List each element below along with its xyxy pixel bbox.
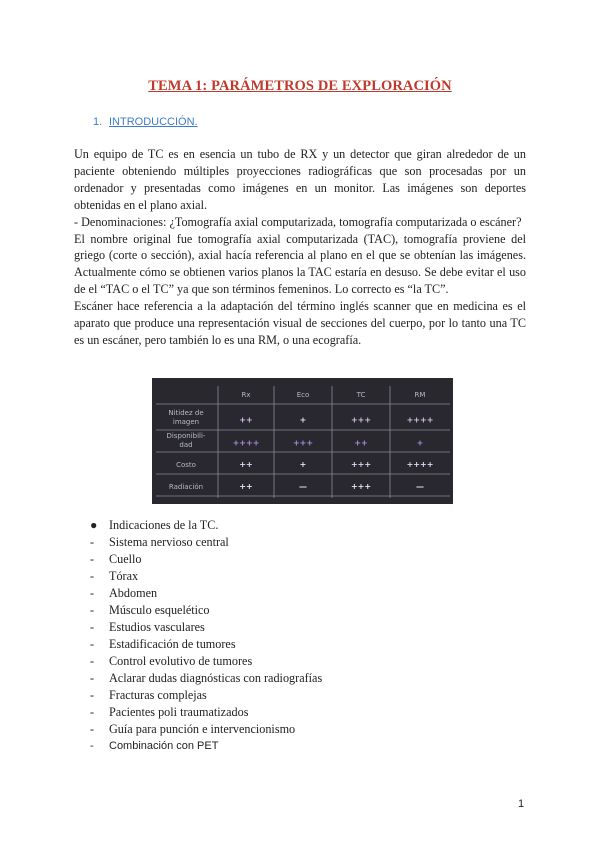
board-column-header: RM [414,391,426,399]
comparison-table-photo [152,378,453,504]
paragraph: - Denominaciones: ¿Tomografía axial computarizada, tomografía computarizada o escáner? [74,214,522,229]
list-item: - Abdomen [90,586,158,600]
list-item: - Tórax [90,569,139,583]
section-label[interactable]: INTRODUCCIÓN. [109,116,198,128]
list-heading [90,517,530,534]
list-item: - Aclarar dudas diagnósticas con radiografías [90,671,323,685]
board-cell-mark: — [416,482,424,491]
paragraph: Escáner hace referencia a la adaptación del término inglés scanner que en medicina es el aparato que produce una representación visual de secciones del cuerpo, por lo tanto una TC es un escáner, pero también lo es una RM, o una ecografía. [74,299,526,347]
board-cell-mark: +++ [350,460,372,469]
board-cell-mark: +++ [350,482,372,491]
board-cell-mark: ++ [354,438,368,448]
board-row-label: Nitidez de [168,409,204,417]
board-cell-mark: ++++ [406,415,434,425]
list-item: - Estudios vasculares [90,620,205,634]
board-cell-mark: + [299,415,307,425]
list-item: - Músculo esquelético [90,603,210,617]
list-item: - Pacientes poli traumatizados [90,705,249,719]
board-cell-mark: — [299,482,307,491]
board-row-label: Costo [176,461,196,469]
indications-list [90,517,530,755]
board-cell-mark: +++ [350,415,372,425]
page-number: 1 [518,798,525,810]
board-row-label: Disponibili- [166,432,206,440]
board-cell-mark: ++++ [406,460,434,469]
board-column-header: TC [356,391,366,399]
list-item: - Estadificación de tumores [90,637,236,651]
section-number: 1. [93,116,103,128]
board-column-header: Rx [241,391,251,399]
body-text [74,146,526,349]
list-item: - Fracturas complejas [90,688,207,702]
board-row-label: Radiación [168,483,204,491]
list-item: - Cuello [90,552,142,566]
board-cell-mark: +++ [292,438,314,448]
board-cell-mark: ++ [239,415,253,425]
board-column-header: Eco [296,391,310,399]
board-cell-mark: ++ [239,482,253,491]
blackboard-table [152,378,453,504]
page-title: TEMA 1: PARÁMETROS DE EXPLORACIÓN [148,78,452,94]
bullet-icon: ● [90,518,98,532]
board-cell-mark: ++++ [232,438,260,448]
paragraph: El nombre original fue tomografía axial computarizada (TAC), tomografía proviene del griego (corte o sección), axial hacía referencia al plano en el que se obtenían las imágenes. Actualmente cómo se obtienen varios planos la TAC estaría en desuso. Se debe evitar el uso de el “TAC o el TC” ya que son términos femeninos. Lo correcto es “la TC”. [74,231,526,297]
board-cell-mark: + [299,460,307,469]
paragraph: Un equipo de TC es en esencia un tubo de RX y un detector que giran alrededor de un paciente obteniendo múltiples proyecciones radiográficas que son procesadas por un ordenador y presentadas como imágenes en un monitor. Las imágenes son deportes obtenidas en el plano axial. [74,147,526,212]
board-cell-mark: ++ [239,460,253,469]
list-item: - Combinación con PET [90,740,219,752]
list-item: - Control evolutivo de tumores [90,654,253,668]
list-item: - Guía para punción e intervencionismo [90,722,296,736]
board-cell-mark: + [416,438,424,448]
board-row-label: dad [179,441,193,449]
list-heading-text: Indicaciones de la TC. [109,518,219,532]
section-heading [93,116,198,128]
list-item: - Sistema nervioso central [90,535,229,549]
board-row-label: imagen [172,418,200,426]
